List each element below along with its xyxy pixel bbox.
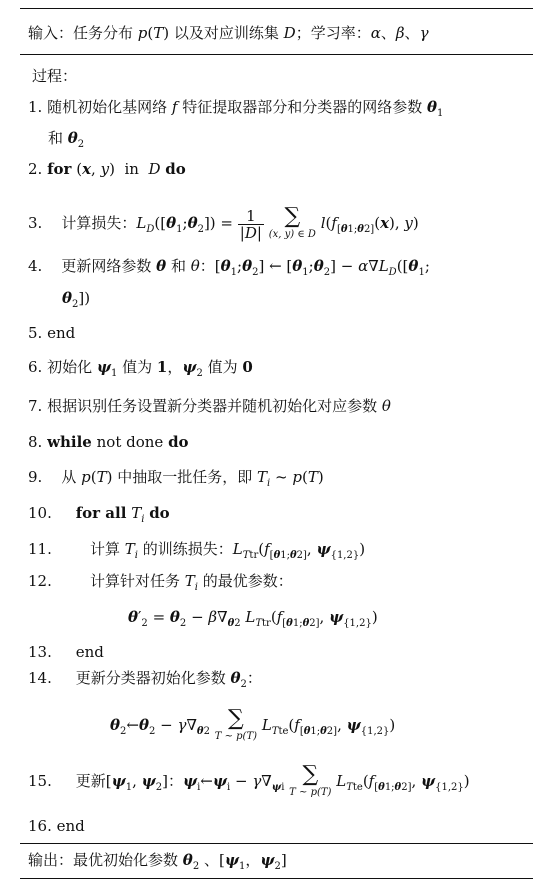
top-rule [20,8,533,9]
step-16: 16. end [28,817,85,835]
step-14: 14. 更新分类器初始化参数 $\theta_2$： [28,669,262,690]
step-4b: $\theta_2$]) [62,289,91,310]
header-rule [20,54,533,55]
step-13: 13. end [28,643,104,661]
step-12: 12. 计算针对任务 $T_i$ 的最优参数： [28,572,293,593]
step-12-equation: $\theta'_2 = \theta_2 - \beta\nabla_{\theta 2}$ $L_{Ttr}(f_{[\theta 1;\theta 2]}$, $\psi_{\{1,2\}}$) [128,608,378,629]
fraction: $\frac{1}{|D|}$ [239,206,262,242]
step-4a: 4. 更新网络参数 θ 和 θ：$[\theta_1;\theta_2]$ ← $[\theta_1;\theta_2] - \alpha\nabla L_D([\theta_1$; [28,257,430,278]
output-label: 输出： [28,851,74,869]
step-2: 2. for (x, y) in D do [28,160,186,178]
footer-rule [20,843,533,844]
step-11: 11. 计算 $T_i$ 的训练损失：$L_{Ttr}(f_{[\theta 1;\theta 2]}$, $\psi_{\{1,2\}}$) [28,540,366,561]
output-line [28,850,287,870]
sum-symbol-14: ∑ T ~ p(T) [214,706,258,742]
step-7: 7. 根据识别任务设置新分类器并随机初始化对应参数 θ [28,397,391,415]
input-text: 任务分布 p(T) 以及对应训练集 D；学习率：α、β、γ [73,24,429,42]
step-9: 9. 从 p(T) 中抽取一批任务，即 $T_i$ ~ p(T) [28,468,324,489]
process-label: 过程： [32,67,78,85]
bottom-rule [20,878,533,879]
step-5: 5. end [28,324,76,342]
step-3: 3. 计算损失：$L_D([\theta_1;\theta_2])$ = $\frac{1}{|D|}$ ∑ (x, y) ∈ D $l(f_{[\theta 1;\theta 2]}(x)$, y) [28,204,419,242]
step-1b: 和 $\theta_2$ [48,129,85,150]
sum-symbol: ∑ (x, y) ∈ D [268,204,316,240]
step-6: 6. 初始化 $\psi_1$ 值为 1，$\psi_2$ 值为 0 [28,358,253,379]
step-14-equation: $\theta_2\leftarrow\theta_2 - \gamma\nabla_{\theta 2}$ ∑ T ~ p(T) $L_{Tte}(f_{[\theta 1;\theta 2]}$, $\psi_{\{1,2\}}$) [110,706,396,742]
input-label: 输入： [28,24,74,42]
sum-symbol-15: ∑ T ~ p(T) [289,762,332,798]
step-10: 10. for all $T_i$ do [28,504,170,525]
input-line [28,23,429,43]
output-text: 最优初始化参数 $\theta_2$ 、[$\psi_1$，$\psi_2$] [73,851,287,872]
step-1a: 1. 随机初始化基网络 f 特征提取器部分和分类器的网络参数 $\theta_1$ [28,98,444,119]
step-15: 15. 更新[$\psi_1$, $\psi_2$]：$\psi_i\leftarrow\psi_i - \gamma\nabla_{\psi i}$ ∑ T ~ p(T) $L_{Tte}(f_{[\theta 1;\theta 2]}$, $\psi_{\{1,2\}}$) [28,762,470,798]
step-8: 8. while not done do [28,433,189,451]
